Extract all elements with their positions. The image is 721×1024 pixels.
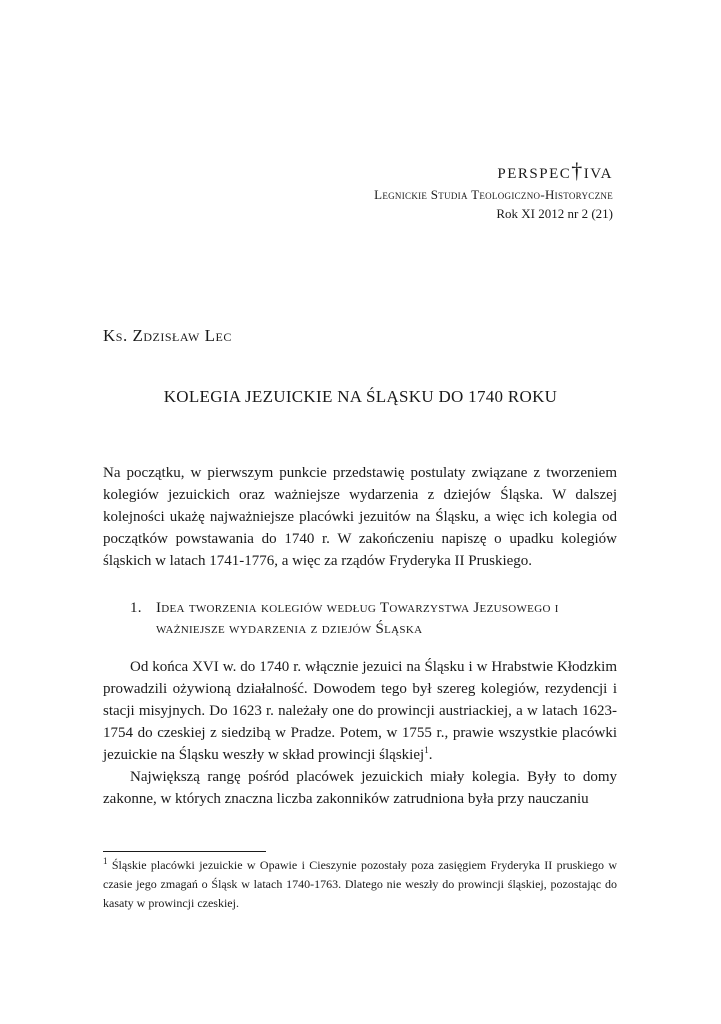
footnote-number: 1 — [103, 856, 108, 866]
paragraph-text: Od końca XVI w. do 1740 r. włącznie jezuici na Śląsku i w Hrabstwie Kłodzkim prowadzili ożywioną działalność. Dowodem tego był szereg kolegiów, rezydencji i stacji misyjnych. Do 1623 r. należały one do prowincji austriackiej, a w latach 1623-1754 do czeskiej z siedzibą w Pradze. Potem, w 1755 r., prawie wszystkie placówki jezuickie na Śląsku weszły w skład prowincji śląskiej — [103, 659, 617, 763]
body-text — [103, 656, 617, 810]
article-title: KOLEGIA JEZUICKIE NA ŚLĄSKU DO 1740 ROKU — [163, 387, 558, 406]
journal-title: perspec†iva — [497, 158, 613, 183]
author-name: Ks. Zdzisław Lec — [103, 326, 232, 345]
footnote-divider — [103, 851, 266, 852]
section-number: 1. — [130, 600, 142, 616]
abstract: Na początku, w pierwszym punkcie przedstawię postulaty związane z tworzeniem kolegiów jezuickich oraz ważniejsze wydarzenia z dziejów Śląska. W dalszej kolejności ukażę najważniejsze placówki jezuitów na Śląsku, a więc ich kolegia od początków powstawania do 1740 r. W zakończeniu napiszę o upadku kolegiów śląskich w latach 1741-1776, a więc za rządów Fryderyka II Pruskiego. — [103, 465, 617, 569]
paragraph-end: . — [428, 747, 433, 763]
footnote-reference[interactable]: 1 — [424, 745, 429, 755]
section-title: Idea tworzenia kolegiów według Towarzystwa Jezusowego i ważniejsze wydarzenia z dziejów Śląska — [156, 600, 559, 637]
footnote-text: Śląskie placówki jezuickie w Opawie i Cieszynie pozostały poza zasięgiem Fryderyka II pruskiego w czasie jego zmagań o Śląsk w latach 1740-1763. Dlatego nie weszły do prowincji śląskiej, pozostając do kasaty w prowincji czeskiej. — [103, 858, 617, 910]
paragraph — [103, 656, 617, 766]
paragraph: Największą rangę pośród placówek jezuickich miały kolegia. Były to domy zakonne, w których znaczna liczba zakonników zatrudniona była przy nauczaniu — [103, 769, 617, 807]
section-heading — [130, 598, 617, 640]
footnote — [103, 856, 617, 913]
journal-header — [374, 160, 613, 220]
journal-issue: Rok XI 2012 nr 2 (21) — [496, 206, 613, 221]
journal-subtitle: Legnickie Studia Teologiczno-Historyczne — [374, 187, 613, 202]
